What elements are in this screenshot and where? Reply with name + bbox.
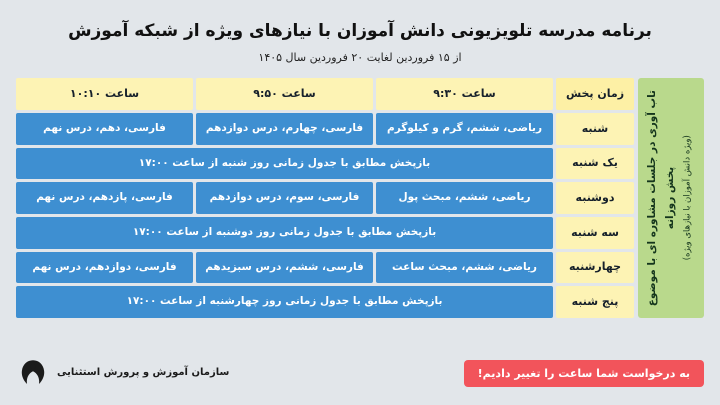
day-label: یک شنبه [556,148,634,180]
page-title: برنامه مدرسه تلویزیونی دانش آموزان با نیازهای ویژه از شبکه آموزش [68,21,652,41]
program-cell-full: بازپخش مطابق با جدول زمانی روز دوشنبه از ساعت ۱۷:۰۰ [16,217,553,249]
sidebar-note [638,78,704,318]
date-range-subtitle: از ۱۵ فروردین لغایت ۲۰ فروردین سال ۱۴۰۵ [258,51,462,65]
header-slot-1: ساعت ۹:۳۰ [376,78,553,110]
program-cell: ریاضی، ششم، گرم و کیلوگرم [376,113,553,145]
table-row [16,113,634,145]
program-cell: فارسی، دهم، درس نهم [16,113,193,145]
program-cell: فارسی، دوازدهم، درس نهم [16,252,193,284]
program-cell-full: بازپخش مطابق با جدول زمانی روز چهارشنبه از ساعت ۱۷:۰۰ [16,286,553,318]
program-cell: فارسی، پازدهم، درس نهم [16,182,193,214]
organization-name: سازمان آموزش و پرورش استثنایی [57,367,230,378]
organization-logo [16,358,229,388]
schedule-grid [16,78,634,318]
program-cell: ریاضی، ششم، مبحث پول [376,182,553,214]
table-row [16,148,634,180]
program-cell: فارسی، سوم، درس دوازدهم [196,182,373,214]
table-row [16,217,634,249]
notice-badge: به درخواست شما ساعت را تغییر دادیم! [464,360,704,387]
header-slot-2: ساعت ۹:۵۰ [196,78,373,110]
table-header-row [16,78,634,110]
sidebar-note-text [644,84,698,312]
sidebar-note-line2: پخش روزانه [664,166,677,230]
header-slot-3: ساعت ۱۰:۱۰ [16,78,193,110]
table-row [16,286,634,318]
program-cell-full: بازپخش مطابق با جدول زمانی روز شنبه از ساعت ۱۷:۰۰ [16,148,553,180]
program-cell: ریاضی، ششم، مبحث ساعت [376,252,553,284]
day-label: سه شنبه [556,217,634,249]
sidebar-note-line1: تاب آوری در جلسات مشاوره ای با موضوع [646,89,659,307]
day-label: چهارشنبه [556,252,634,284]
day-label: پنج شنبه [556,286,634,318]
table-row [16,182,634,214]
day-label: دوشنبه [556,182,634,214]
footer [16,351,704,395]
header-day-label: زمان پخش [556,78,634,110]
sidebar-note-small: (ویژه دانش آموزان با نیازهای ویژه) [682,135,693,261]
table-row [16,252,634,284]
logo-mark-icon [16,358,50,388]
day-label: شنبه [556,113,634,145]
program-cell: فارسی، ششم، درس سبزیدهم [196,252,373,284]
schedule-area [16,78,704,318]
program-cell: فارسی، چهارم، درس دوازدهم [196,113,373,145]
header [16,12,704,64]
